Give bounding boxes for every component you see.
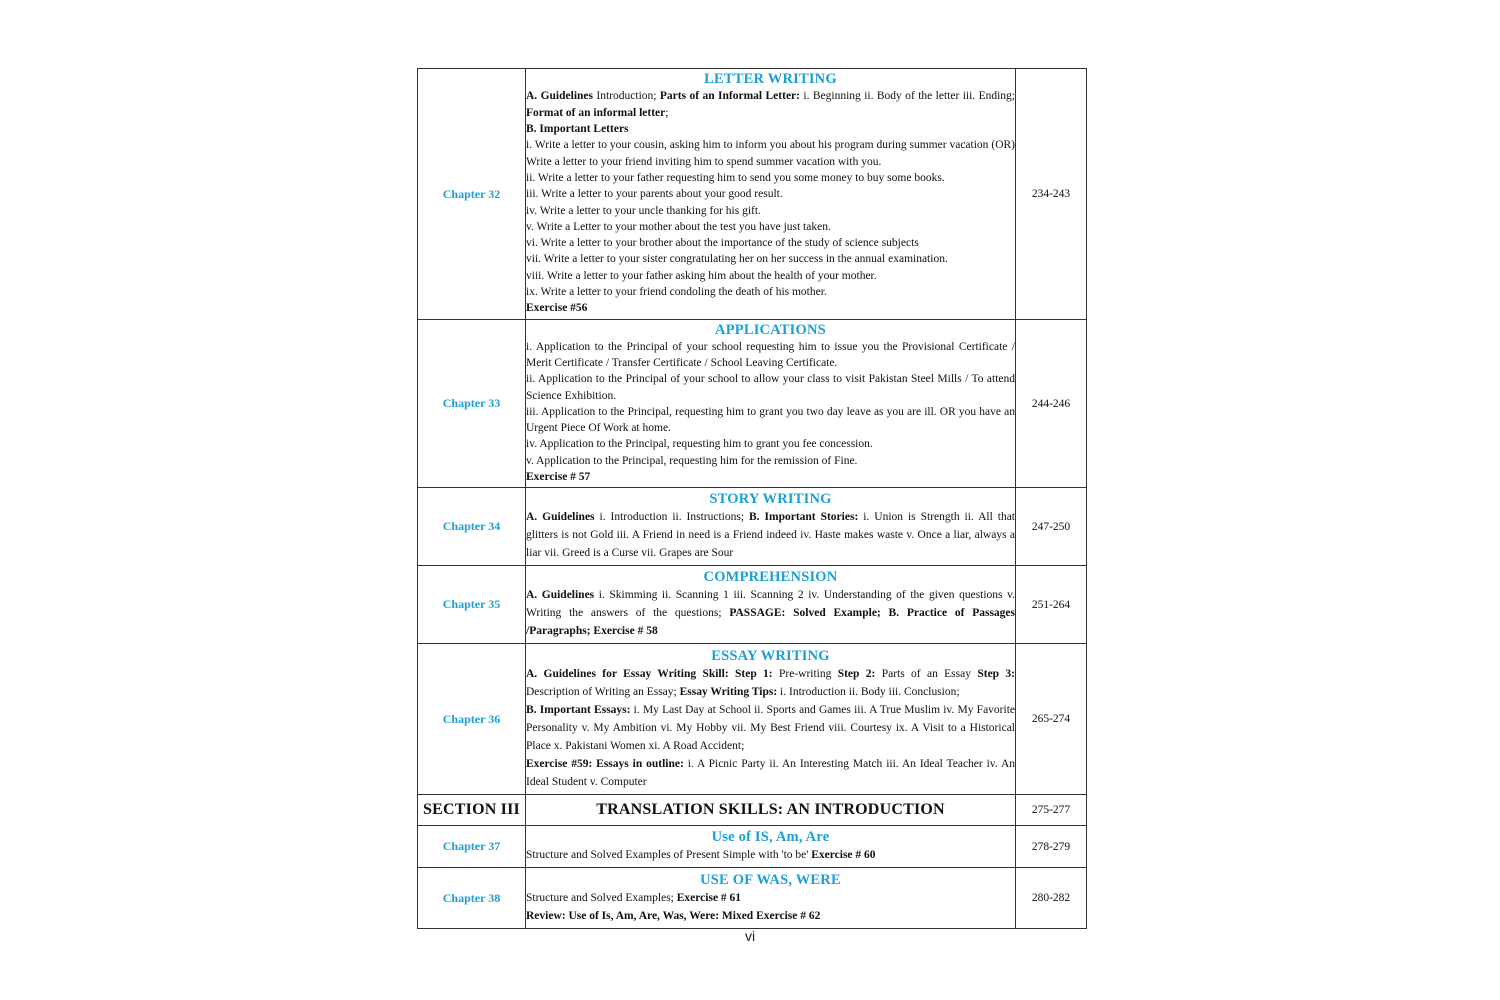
chapter-row [418,320,1087,488]
table-of-contents [417,68,1087,929]
bold-text: Step 3: [977,667,1015,680]
page-range: 234-243 [1016,69,1087,320]
text: v. Application to the Principal, requesting him for the remission of Fine. [526,454,858,467]
page-range: 280-282 [1016,868,1087,929]
content-cell [526,320,1016,488]
content-line [526,251,1015,267]
text: vii. Write a letter to your sister congratulating her on her success in the annual examination. [526,253,948,266]
text: i. Introduction ii. Body iii. Conclusion; [777,685,960,698]
content-line [526,846,1015,864]
bold-text: B. Important Letters [526,123,629,136]
text: v. Write a Letter to your mother about the test you have just taken. [526,220,831,233]
bold-text: A. Guidelines [526,511,595,523]
content-line [526,404,1015,437]
page-range: 265-274 [1016,644,1087,795]
content-line [526,203,1015,219]
content-line [526,268,1015,284]
text: Introduction; [593,90,660,103]
content-line [526,219,1015,235]
chapter-row [418,826,1087,868]
text: i. Beginning ii. Body of the letter iii. Ending; [799,90,1015,103]
text: i. Application to the Principal of your school requesting him to issue you the Provisional Certificate / Merit Certificate / Transfer Certificate / School Leaving Certificate. [526,340,1015,369]
bold-text: Parts of an Informal Letter: [659,90,800,103]
content-line [526,235,1015,251]
bold-text: A. Guidelines [526,90,593,103]
bold-text: Review: Use of Is, Am, Are, Was, Were: Mixed Exercise # 62 [526,909,821,922]
text: Pre-writing [772,667,838,680]
text: iv. Application to the Principal, requesting him to grant you fee concession. [526,438,873,451]
text: Structure and Solved Examples; [526,891,677,904]
bold-text: Format of an informal letter [526,106,666,119]
content-line [526,284,1015,300]
chapter-row [418,868,1087,929]
bold-text: B. Important Stories: [749,511,859,523]
bold-text: A. Guidelines for Essay Writing Skill: Step 1: [526,667,773,680]
content-cell [526,69,1016,320]
content-cell [526,644,1016,795]
chapter-title: COMPREHENSION [703,569,838,585]
text: i. Union is Strength ii. All that glitters is not Gold iii. A Friend in need is a Friend indeed iv. Haste makes waste v. Once a liar, always a liar vii. Greed is a Curse vii. Grapes are Sour [526,511,1016,559]
content-line [526,755,1015,791]
text: iii. Application to the Principal, requesting him to grant you two day leave as you are ill. OR you have an Urgent Piece Of Work at home. [526,405,1015,435]
chapter-label: Chapter 34 [418,488,526,566]
bold-text: Exercise #59: Essays in outline: [526,757,684,770]
content-line [526,88,1015,121]
page-number: vi [744,928,756,944]
text: ; [665,106,669,119]
chapter-title: APPLICATIONS [715,321,826,338]
text: ix. Write a letter to your friend condoling the death of his mother. [526,285,827,298]
text: i. Skimming ii. Scanning 1 iii. Scanning 2 iv. Understanding of the given questions v. Writing the answers of the questions; [526,589,1015,619]
content-cell [526,566,1016,644]
text: i. A Picnic Party ii. An Interesting Match iii. An Ideal Teacher iv. An Ideal Student v. Computer [526,757,1015,788]
text: iii. Write a letter to your parents about your good result. [526,188,783,201]
content-line [526,170,1015,186]
bold-text: Step 2: [837,667,876,680]
chapter-label: Chapter 37 [418,826,526,868]
content-line [526,371,1015,404]
text: ii. Application to the Principal of your school to allow your class to visit Pakistan Steel Mills / To attend Science Exhibition. [526,373,1015,402]
content-cell [526,868,1016,929]
content-line [526,121,1015,137]
chapter-row [418,488,1087,566]
page-range: 251-264 [1016,566,1087,644]
content-cell [526,488,1016,566]
bold-text: Exercise # 60 [811,849,876,861]
page-range: 247-250 [1016,488,1087,566]
content-line [526,453,1015,469]
bold-text: PASSAGE: Solved Example; B. Practice of Passages /Paragraphs; Exercise # 58 [526,607,1016,637]
chapter-title: STORY WRITING [709,491,832,507]
text: Parts of an Essay [875,667,978,680]
text: viii. Write a letter to your father asking him about the health of your mother. [526,269,877,282]
text: i. Write a letter to your cousin, asking him to inform you about his program during summer vacation (OR) Write a letter to your friend inviting him to spend summer vacation with you. [526,139,1015,168]
content-line [526,137,1015,170]
content-line [526,300,1015,316]
content-line [526,907,1015,925]
chapter-label: Chapter 35 [418,566,526,644]
page-range: 275-277 [1016,795,1087,826]
content-line [526,436,1015,452]
section-row [418,795,1087,826]
bold-text: Exercise # 57 [526,471,591,484]
text: iv. Write a letter to your uncle thanking for his gift. [526,204,761,217]
chapter-title: LETTER WRITING [704,71,837,88]
text: i. Introduction ii. Instructions; [594,511,750,523]
content-line [526,339,1015,372]
chapter-row [418,644,1087,795]
text: i. My Last Day at School ii. Sports and Games iii. A True Muslim iv. My Favorite Personality v. My Ambition vi. My Hobby vii. My Best Friend viii. Courtesy ix. A Visit to a Historical Place x. Pakistani Women xi. A Road Accident; [526,703,1015,752]
chapter-title: ESSAY WRITING [711,647,830,664]
bold-text: B. Important Essays: [526,703,631,716]
text: Structure and Solved Examples of Present Simple with 'to be' [526,849,812,861]
text: Description of Writing an Essay; [526,685,680,698]
chapter-label: Chapter 38 [418,868,526,929]
text: vi. Write a letter to your brother about the importance of the study of science subjects [526,237,919,250]
content-line [526,186,1015,202]
text: ii. Write a letter to your father requesting him to send you some money to buy some books. [526,171,945,184]
content-line [526,701,1015,755]
content-cell [526,826,1016,868]
bold-text: A. Guidelines [526,589,595,601]
section-title: TRANSLATION SKILLS: AN INTRODUCTION [526,795,1016,826]
chapter-row [418,69,1087,320]
content-line [526,665,1015,701]
section-label: SECTION III [418,795,526,826]
chapter-label: Chapter 36 [418,644,526,795]
bold-text: Exercise # 61 [676,891,742,904]
bold-text: Essay Writing Tips: [679,685,778,698]
chapter-label: Chapter 32 [418,69,526,320]
content-line [526,469,1015,485]
chapter-row [418,566,1087,644]
content-line [526,889,1015,907]
content-line [526,586,1015,640]
chapter-title: USE OF WAS, WERE [700,871,841,888]
chapter-title: Use of IS, Am, Are [711,829,830,845]
page-range: 244-246 [1016,320,1087,488]
content-line [526,508,1015,562]
toc-body [418,69,1087,929]
page-range: 278-279 [1016,826,1087,868]
bold-text: Exercise #56 [526,302,588,315]
chapter-label: Chapter 33 [418,320,526,488]
